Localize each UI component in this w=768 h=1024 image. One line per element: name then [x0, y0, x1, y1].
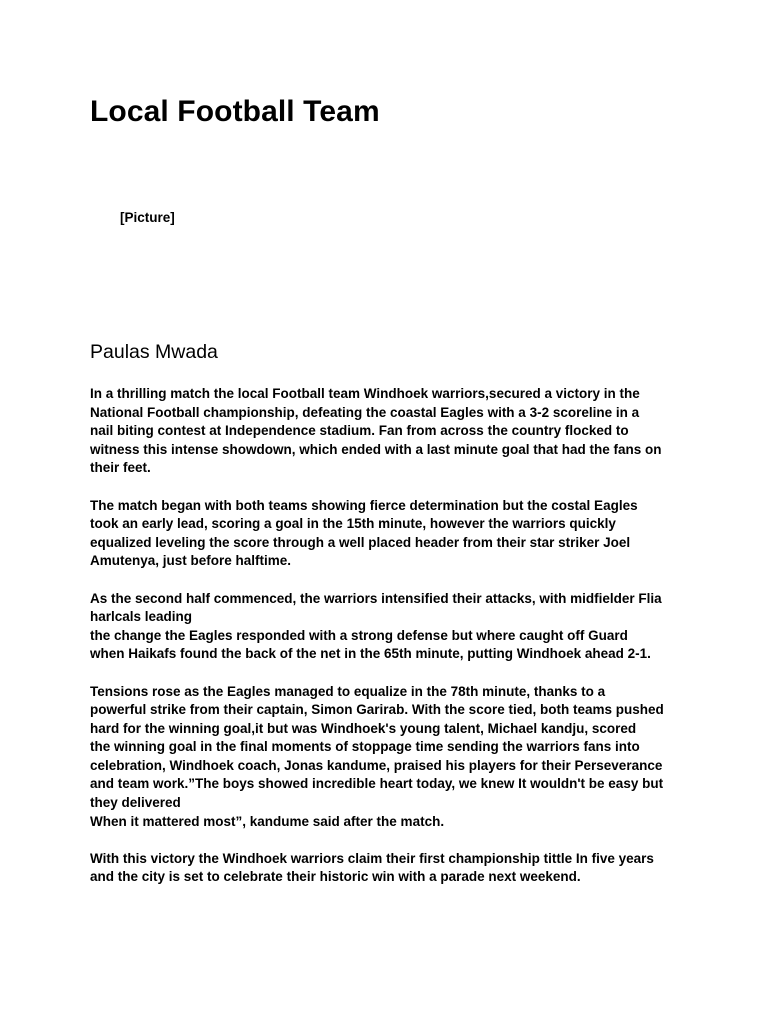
paragraph-2: The match began with both teams showing fierce determination but the costal Eagles took an early lead, scoring a goal in the 15th minute, however the warriors quickly equalized leveling the score through a well placed header from their star striker Joel Amutenya, just before halftime. [90, 497, 638, 569]
paragraph-4: Tensions rose as the Eagles managed to equalize in the 78th minute, thanks to a powerful strike from their captain, Simon Garirab. With the score tied, both teams pushed hard for the winning goal,it but was Windhoek's young talent, Michael kandju, scored the winning goal in the final moments of stoppage time sending the warriors fans into celebration, Windhoek coach, Jonas kandume, praised his players for their Perseverance and team work.”The boys showed incredible heart today, we knew It wouldn't be easy but they delivered When it mattered most”, kandume said after the match. [90, 683, 664, 829]
article-body [90, 385, 690, 887]
paragraph-3: As the second half commenced, the warriors intensified their attacks, with midfielder Flia harlcals leading the change the Eagles responded with a strong defense but where caught off Guard when Haikafs found the back of the net in the 65th minute, putting Windhoek ahead 2-1. [90, 590, 662, 662]
document-title: Local Football Team [90, 95, 380, 128]
picture-placeholder: [Picture] [120, 210, 175, 225]
author-name: Paulas Mwada [90, 341, 218, 363]
paragraph-5: With this victory the Windhoek warriors claim their first championship tittle In five years and the city is set to celebrate their historic win with a parade next weekend. [90, 850, 654, 885]
paragraph-1: In a thrilling match the local Football team Windhoek warriors,secured a victory in the National Football championship, defeating the coastal Eagles with a 3-2 scoreline in a nail biting contest at Independence stadium. Fan from across the country flocked to witness this intense showdown, which ended with a last minute goal that had the fans on their feet. [90, 386, 662, 476]
